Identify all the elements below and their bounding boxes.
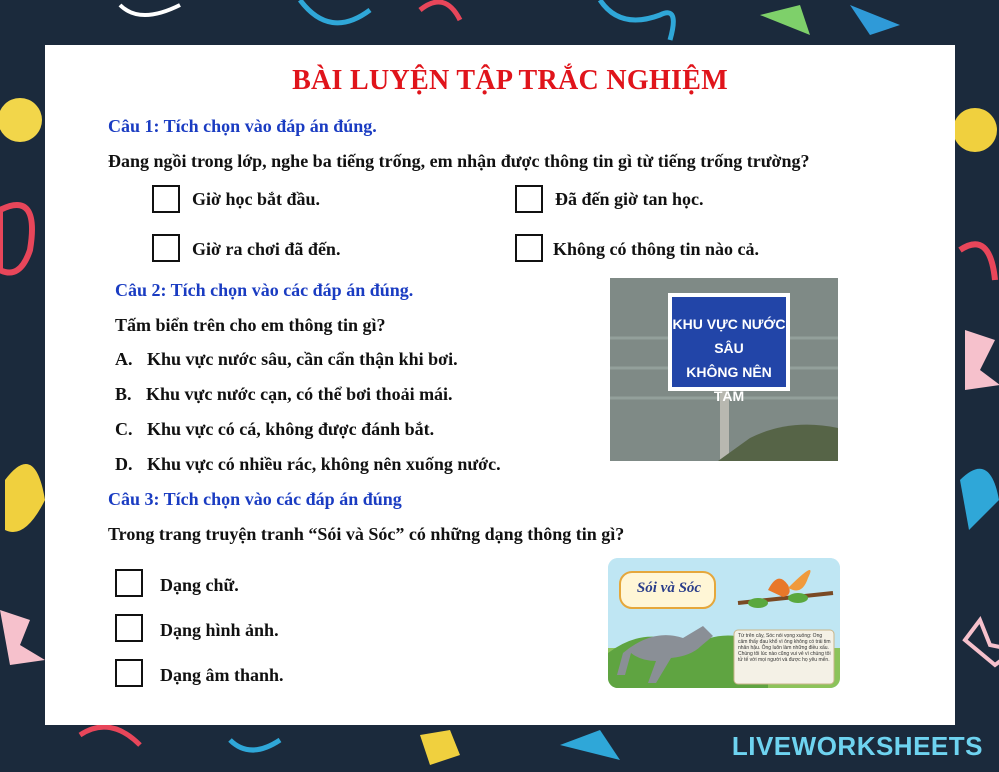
question-3-heading: Câu 3: Tích chọn vào các đáp án đúng [108,489,402,509]
question-2-text: Tấm biển trên cho em thông tin gì? [115,315,386,335]
q3-option-2-label: Dạng hình ảnh. [160,620,279,640]
sign-text [672,312,786,408]
worksheet [45,45,955,725]
q2-option-a-letter: A. [115,349,133,369]
liveworksheets-logo [732,731,983,762]
q3-option-3-checkbox[interactable] [115,659,143,687]
q2-option-a[interactable] [115,349,458,370]
question-1-heading: Câu 1: Tích chọn vào đáp án đúng. [108,116,377,136]
q2-option-d[interactable] [115,454,501,475]
q3-option-3-label: Dạng âm thanh. [160,665,284,685]
q1-option-2-label: Đã đến giờ tan học. [555,189,704,209]
comic-title: Sói và Sóc [636,580,702,596]
q2-option-a-text: Khu vực nước sâu, cần cẩn thận khi bơi. [147,349,458,369]
q1-option-1-checkbox[interactable] [152,185,180,213]
q1-option-2-checkbox[interactable] [515,185,543,213]
comic-caption: Từ trên cây, Sóc nói vọng xuống: Ông cảm thấy đau khổ vì ông không có trái tim nhân hậu. Ông luôn làm những điều xấu. Chúng tôi lúc nào cũng vui vẻ vì chúng tôi tử tế với mọi người và được họ yêu mến. [738,633,831,663]
q2-option-d-letter: D. [115,454,133,474]
q2-option-c[interactable] [115,419,434,440]
brand-text: LIVEWORKSHEETS [731,731,983,761]
sign-line-1: KHU VỰC NƯỚC SÂU [672,316,786,356]
question-1-text: Đang ngồi trong lớp, nghe ba tiếng trống, em nhận được thông tin gì từ tiếng trống trường? [108,151,810,171]
wolf-and-squirrel-comic-image [608,558,840,688]
sign-line-2: KHÔNG NÊN TẮM [686,364,772,404]
q1-option-3-label: Giờ ra chơi đã đến. [192,239,341,259]
q3-option-2-checkbox[interactable] [115,614,143,642]
q1-option-1-label: Giờ học bắt đầu. [192,189,320,209]
q2-option-d-text: Khu vực có nhiều rác, không nên xuống nước. [147,454,501,474]
q2-option-c-text: Khu vực có cá, không được đánh bắt. [147,419,435,439]
question-3-text: Trong trang truyện tranh “Sói và Sóc” có những dạng thông tin gì? [108,524,625,544]
q1-option-4-label: Không có thông tin nào cả. [553,239,760,259]
q3-option-1-label: Dạng chữ. [160,575,239,595]
q2-option-b-text: Khu vực nước cạn, có thể bơi thoải mái. [146,384,453,404]
q1-option-4-checkbox[interactable] [515,234,543,262]
q2-option-b-letter: B. [115,384,132,404]
question-2-heading: Câu 2: Tích chọn vào các đáp án đúng. [115,280,414,300]
q1-option-3-checkbox[interactable] [152,234,180,262]
deep-water-sign-image [610,278,838,461]
q2-option-c-letter: C. [115,419,133,439]
page-title: BÀI LUYỆN TẬP TRẮC NGHIỆM [292,65,728,96]
q2-option-b[interactable] [115,384,453,405]
q3-option-1-checkbox[interactable] [115,569,143,597]
